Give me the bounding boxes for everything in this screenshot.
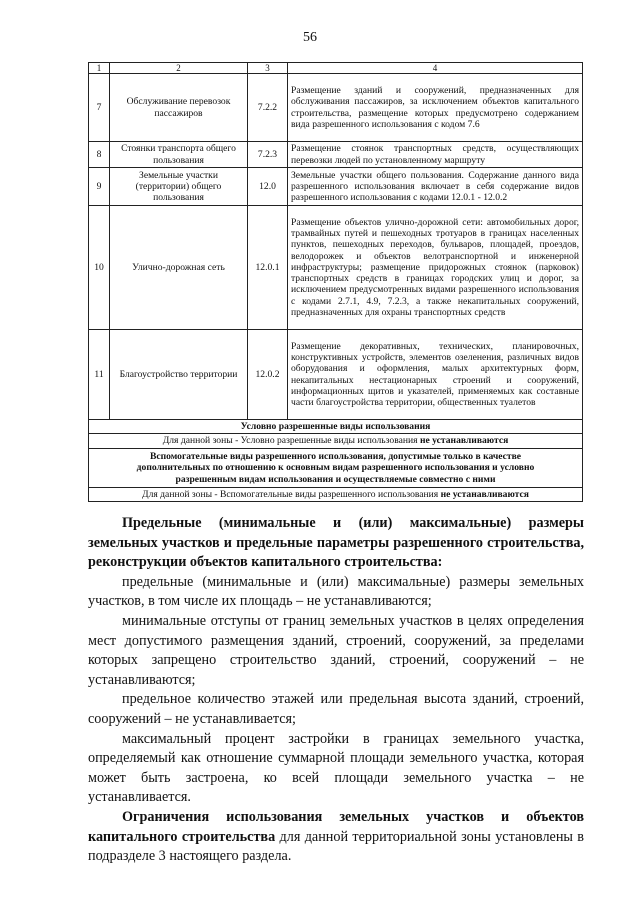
use-type-name: Улично-дорожная сеть <box>110 206 248 330</box>
paragraph-plot-size: предельные (минимальные и (или) максимальные) размеры земельных участков, в том числе их площадь – не устанавливаются; <box>88 573 584 610</box>
use-type-name: Благоустройство территории <box>110 330 248 420</box>
conditional-uses-cell <box>89 434 583 448</box>
header-cell: 4 <box>288 63 583 74</box>
use-type-code: 12.0.2 <box>248 330 288 420</box>
auxiliary-uses-heading: Вспомогательные виды разрешенного использования, допустимые только в качестве дополнительных по отношению к основным видам разрешенного использования и условно разрешенным видам использования и осуществляемые совместно с ними <box>89 448 583 487</box>
use-type-description: Размещение стоянок транспортных средств, осуществляющих перевозки людей по установленному маршруту <box>288 142 583 168</box>
conditional-uses-status: не устанавливаются <box>419 435 509 447</box>
land-use-table <box>88 62 583 502</box>
auxiliary-uses-text: Для данной зоны - Вспомогательные виды разрешенного использования <box>142 489 439 501</box>
use-type-code: 7.2.2 <box>248 74 288 142</box>
row-number: 8 <box>89 142 110 168</box>
table-row <box>89 206 583 330</box>
table-row <box>89 74 583 142</box>
table-row <box>89 168 583 206</box>
use-type-name: Земельные участки (территории) общего пользования <box>110 168 248 206</box>
use-type-description: Размещение зданий и сооружений, предназначенных для обслуживания пассажиров, за исключением объектов капитального строительства, размещение которых предусмотрено содержанием вида разрешенного использования с кодом 7.6 <box>288 74 583 142</box>
paragraph-restrictions <box>88 808 584 867</box>
use-type-name: Обслуживание перевозок пассажиров <box>110 74 248 142</box>
paragraph-floors: предельное количество этажей или предельная высота зданий, строений, сооружений – не устанавливается; <box>88 691 584 727</box>
use-type-code: 12.0.1 <box>248 206 288 330</box>
paragraph-setbacks: минимальные отступы от границ земельных участков в целях определения мест допустимого размещения зданий, строений, сооружений, за пределами которых запрещено строительство зданий, строений, сооружений – не устанавливаются; <box>88 612 584 688</box>
auxiliary-heading-row <box>89 448 583 487</box>
row-number: 7 <box>89 74 110 142</box>
table-row <box>89 142 583 168</box>
conditional-uses-heading: Условно разрешенные виды использования <box>89 420 583 434</box>
page-number: 56 <box>303 30 317 45</box>
restrictions-rest: для данной территориальной зоны установлены в подразделе 3 настоящего раздела. <box>88 828 584 865</box>
header-cell: 1 <box>89 63 110 74</box>
header-cell: 2 <box>110 63 248 74</box>
row-number: 10 <box>89 206 110 330</box>
header-cell: 3 <box>248 63 288 74</box>
paragraph-coverage: максимальный процент застройки в границах земельного участка, определяемый как отношение суммарной площади земельного участка, которая может быть застроена, ко всей площади земельного участка – не устанавливается. <box>88 730 584 806</box>
table-header-row <box>89 63 583 74</box>
use-type-name: Стоянки транспорта общего пользования <box>110 142 248 168</box>
use-type-code: 7.2.3 <box>248 142 288 168</box>
parameters-section <box>88 514 584 867</box>
conditional-status-row <box>89 434 583 448</box>
row-number: 11 <box>89 330 110 420</box>
parameters-heading: Предельные (минимальные и (или) максимальные) размеры земельных участков и предельные параметры разрешенного строительства, реконструкции объектов капитального строительства: <box>88 515 584 571</box>
use-type-code: 12.0 <box>248 168 288 206</box>
restrictions-bold: Ограничения использования земельных участков и объектов капитального строительства <box>88 808 584 845</box>
use-type-description: Земельные участки общего пользования. Содержание данного вида разрешенного использования включает в себя содержание видов разрешенного использования с кодами 12.0.1 - 12.0.2 <box>288 168 583 206</box>
row-number: 9 <box>89 168 110 206</box>
use-type-description: Размещение декоративных, технических, планировочных, конструктивных устройств, элементов озеленения, различных видов оборудования и оформления, малых архитектурных форм, некапитальных нестационарных строений и сооружений, информационных щитов и указателей, применяемых как составные части благоустройства территории, общественных туалетов <box>288 330 583 420</box>
conditional-heading-row <box>89 420 583 434</box>
auxiliary-uses-cell <box>89 488 583 502</box>
auxiliary-uses-status: не устанавливаются <box>440 489 529 501</box>
auxiliary-status-row <box>89 488 583 502</box>
use-type-description: Размещение объектов улично-дорожной сети: автомобильных дорог, трамвайных путей и пешеходных тротуаров в границах населенных пунктов, пешеходных переходов, бульваров, площадей, проездов, велодорожек и объектов велотранспортной и инженерной инфраструктуры; размещение придорожных стоянок (парковок) транспортных средств в границах городских улиц и дорог, за исключением предусмотренных видами разрешенного использования с кодами 2.7.1, 4.9, 7.2.3, а также некапитальных сооружений, предназначенных для охраны транспортных средств <box>288 206 583 330</box>
table-row <box>89 330 583 420</box>
conditional-uses-text: Для данной зоны - Условно разрешенные виды использования <box>162 435 418 447</box>
